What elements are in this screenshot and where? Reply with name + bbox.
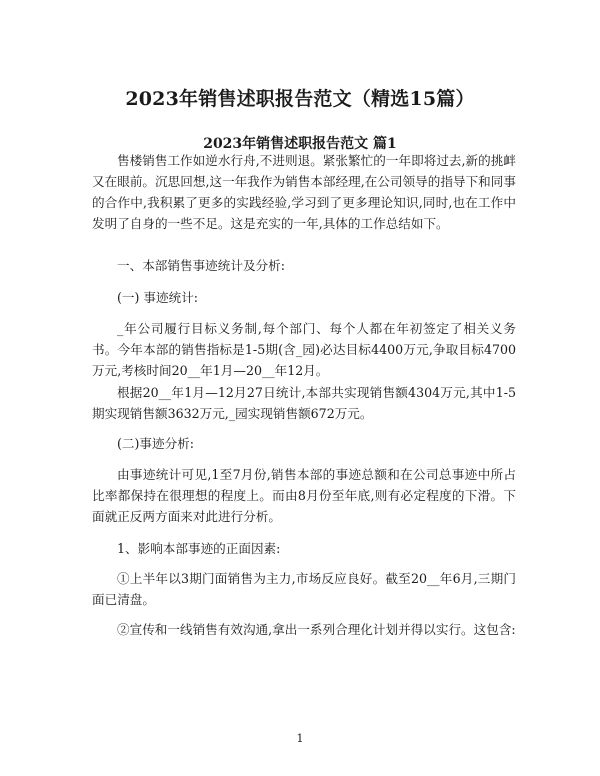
heading-performance-analysis: (二)事迹分析: <box>117 436 195 451</box>
paragraph-intro: 售楼销售工作如逆水行舟,不进则退。紧张繁忙的一年即将过去,新的挑衅又在眼前。沉思回想,这一年我作为销售本部经理,在公司领导的指导下和同事的合作中,我积累了更多的实践经验,学习到了更多理论知识,同时,也在工作中发明了自身的一些不足。这是充实的一年,具体的工作总结如下。 <box>92 153 516 231</box>
heading-performance-statistics: (一) 事迹统计: <box>117 290 199 305</box>
document-title: 2023年销售述职报告范文（精选15篇） <box>125 88 475 110</box>
heading-sales-statistics-analysis: 一、本部销售事迹统计及分析: <box>117 258 285 273</box>
paragraph-analysis-summary: 由事迹统计可见,1至7月份,销售本部的事迹总额和在公司总事迹中所占比率都保持在很理想的程度上。而由8月份至年底,则有必定程度的下滑。下面就正反两方面来对此进行分析。 <box>92 467 516 524</box>
page-number: 1 <box>296 732 304 745</box>
paragraph-sales-targets: _年公司履行目标义务制,每个部门、每个人都在年初签定了相关义务书。今年本部的销售指标是1-5期(含_园)必达目标4400万元,争取目标4700万元,考核时间20__年1月—20__年12月。 <box>92 321 516 378</box>
paragraph-sales-results: 根据20__年1月—12月27日统计,本部共实现销售额4304万元,其中1-5期实现销售额3632万元,_园实现销售额672万元。 <box>92 385 516 421</box>
heading-positive-factors: 1、影响本部事迹的正面因素: <box>117 541 281 556</box>
list-item-positive-factor-2: ②宣传和一线销售有效沟通,拿出一系列合理化计划并得以实行。这包含: <box>117 622 516 637</box>
list-item-positive-factor-1: ①上半年以3期门面销售为主力,市场反应良好。截至20__年6月,三期门面已清盘。 <box>92 571 516 607</box>
section-title: 2023年销售述职报告范文 篇1 <box>203 136 397 152</box>
